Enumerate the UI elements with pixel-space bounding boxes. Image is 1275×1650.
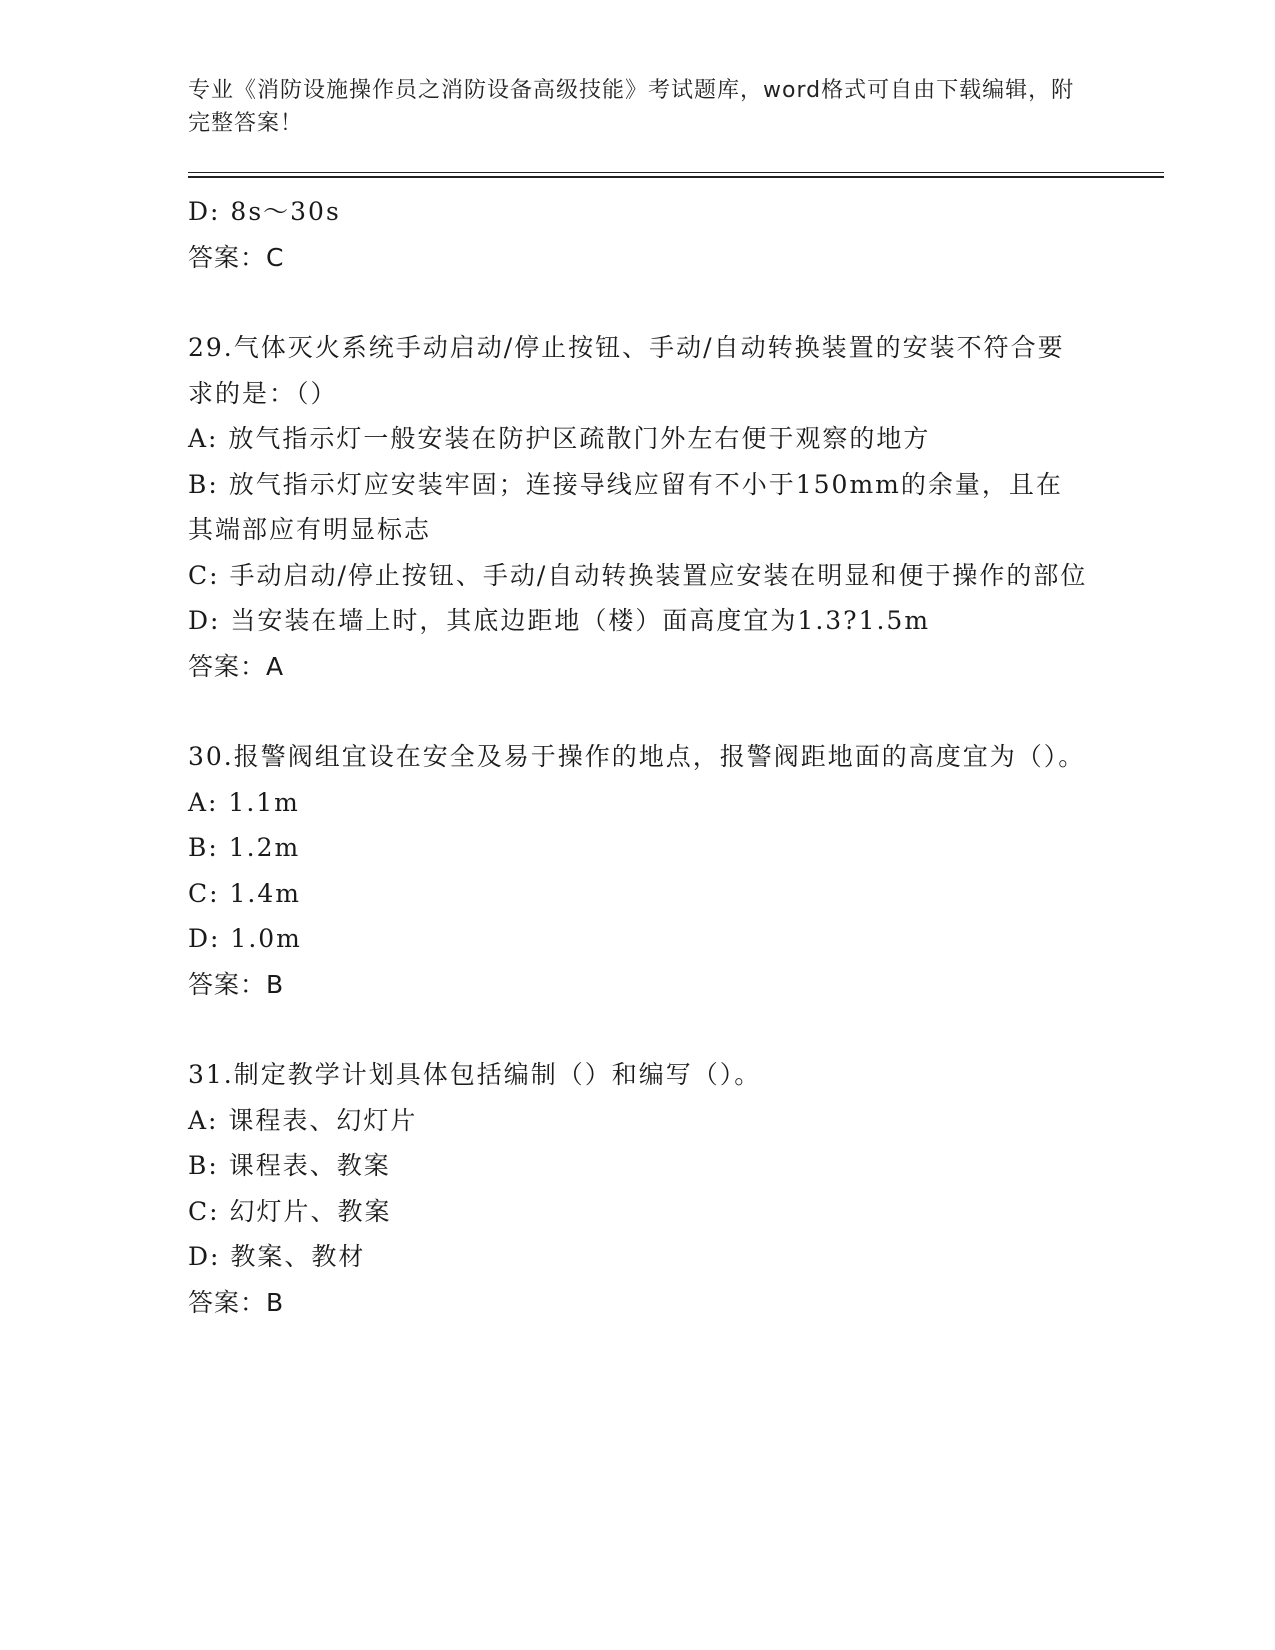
answer: 答案：B bbox=[188, 1287, 285, 1317]
question-31 bbox=[188, 1052, 1088, 1325]
option-c: C: 1.4m bbox=[188, 878, 301, 908]
option-b: B: 课程表、教案 bbox=[188, 1151, 391, 1180]
option-c: C: 手动启动/停止按钮、手动/自动转换装置应安装在明显和便于操作的部位 bbox=[188, 560, 1088, 590]
option-d: D: 当安装在墙上时，其底边距地（楼）面高度宜为1.3?1.5m bbox=[188, 606, 931, 635]
option-d: D: 1.0m bbox=[188, 924, 302, 953]
option-a: A: 1.1m bbox=[188, 787, 300, 817]
option-a: A: 课程表、幻灯片 bbox=[188, 1105, 418, 1135]
option-d: D: 教案、教材 bbox=[188, 1242, 366, 1271]
question-29 bbox=[188, 325, 1088, 689]
prev-answer: 答案：C bbox=[188, 242, 285, 272]
header-rule-thick bbox=[188, 176, 1164, 178]
question-30 bbox=[188, 734, 1088, 1007]
page-header: 专业《消防设施操作员之消防设备高级技能》考试题库，word格式可自由下载编辑，附完整答案！ bbox=[188, 78, 1075, 136]
question-content bbox=[188, 189, 1088, 1325]
answer: 答案：A bbox=[188, 651, 285, 681]
question-stem: 29.气体灭火系统手动启动/停止按钮、手动/自动转换装置的安装不符合要求的是：（） bbox=[188, 333, 1065, 408]
option-b: B: 放气指示灯应安装牢固；连接导线应留有不小于150mm的余量，且在其端部应有明显标志 bbox=[188, 469, 1063, 544]
prev-option-d: D: 8s～30s bbox=[188, 197, 341, 226]
option-a: A: 放气指示灯一般安装在防护区疏散门外左右便于观察的地方 bbox=[188, 424, 931, 453]
answer: 答案：B bbox=[188, 969, 285, 999]
header-rule-thin bbox=[188, 172, 1164, 173]
question-stem: 31.制定教学计划具体包括编制（）和编写（）。 bbox=[188, 1060, 762, 1089]
option-b: B: 1.2m bbox=[188, 833, 301, 862]
option-c: C: 幻灯片、教案 bbox=[188, 1196, 392, 1226]
question-stem: 30.报警阀组宜设在安全及易于操作的地点，报警阀距地面的高度宜为（）。 bbox=[188, 742, 1086, 771]
